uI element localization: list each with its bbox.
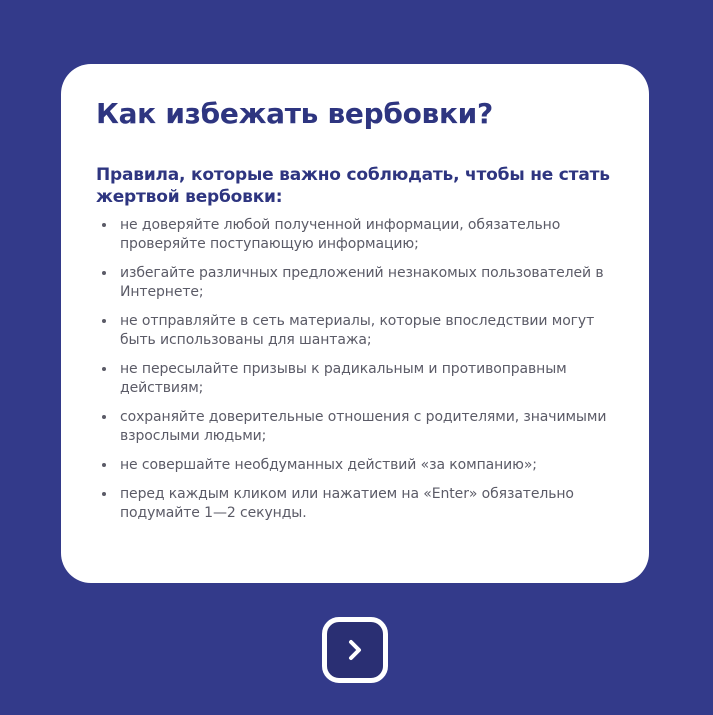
chevron-right-icon [342, 637, 368, 663]
list-item [96, 456, 615, 475]
rule-text: не пересылайте призывы к радикальным и противоправным действиям; [120, 361, 567, 396]
bullet-icon [102, 415, 106, 419]
next-button[interactable] [322, 617, 388, 683]
rule-text: избегайте различных предложений незнакомых пользователей в Интернете; [120, 265, 604, 300]
rule-text: перед каждым кликом или нажатием на «Enter» обязательно подумайте 1—2 секунды. [120, 486, 574, 521]
list-item [96, 360, 615, 398]
rule-text: не совершайте необдуманных действий «за компанию»; [120, 457, 537, 473]
list-item [96, 264, 615, 302]
rule-text: сохраняйте доверительные отношения с родителями, значимыми взрослыми людьми; [120, 409, 607, 444]
bullet-icon [102, 463, 106, 467]
rules-list [96, 216, 615, 523]
rule-text: не доверяйте любой полученной информации, обязательно проверяйте поступающую информацию; [120, 217, 561, 252]
list-item [96, 485, 615, 523]
bullet-icon [102, 271, 106, 275]
bullet-icon [102, 319, 106, 323]
rules-subtitle: Правила, которые важно соблюдать, чтобы не стать жертвой вербовки: [96, 165, 610, 207]
list-item [96, 216, 615, 254]
bullet-icon [102, 492, 106, 496]
bullet-icon [102, 367, 106, 371]
list-item [96, 408, 615, 446]
page-title: Как избежать вербовки? [96, 97, 493, 130]
rule-text: не отправляйте в сеть материалы, которые впоследствии могут быть использованы для шантажа; [120, 313, 595, 348]
list-item [96, 312, 615, 350]
info-card [61, 64, 649, 583]
bullet-icon [102, 223, 106, 227]
